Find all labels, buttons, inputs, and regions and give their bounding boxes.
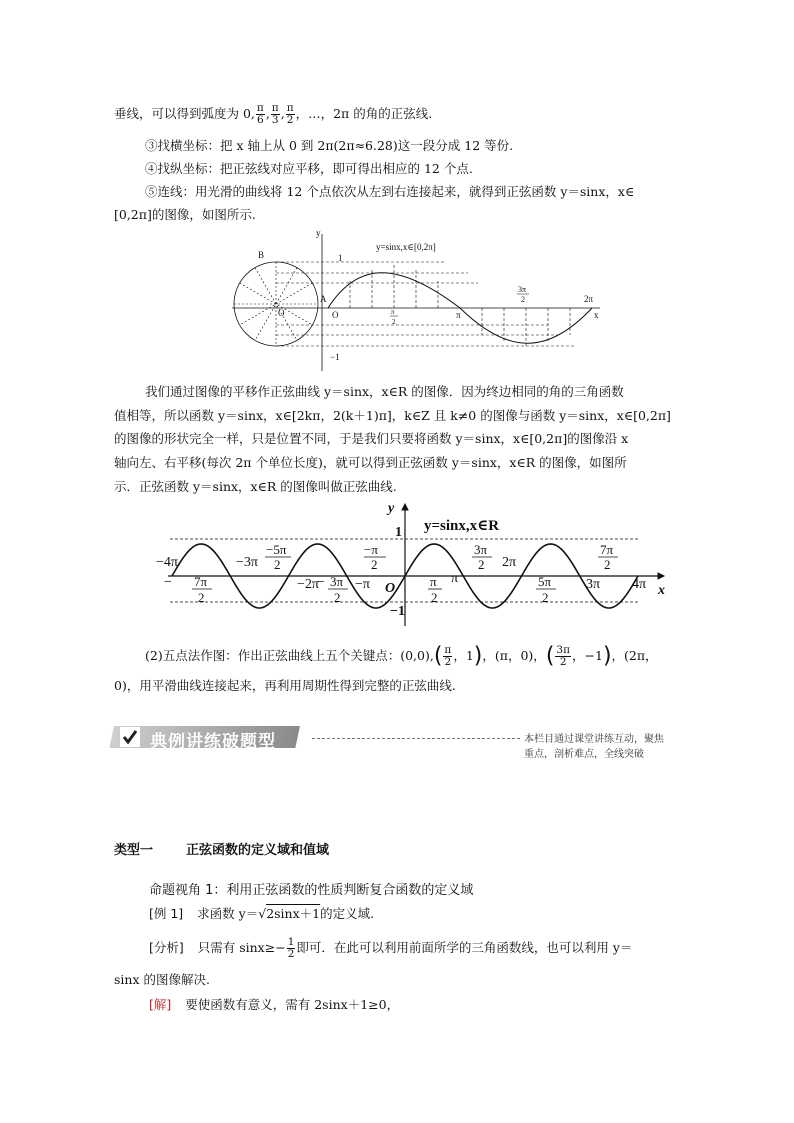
tick-3pi2-num: 3π — [474, 542, 488, 557]
y-axis-label: y — [316, 228, 321, 238]
y-tick-neg1: −1 — [330, 352, 340, 362]
tick-pi: π — [456, 310, 461, 320]
para-line-1: 垂线，可以得到弧度为 0, $\frac{\pi}{6}$ , $\frac{\pi}{3}$ , $\frac{\pi}{2}$ ，…，2π 的角的正弦线. — [114, 102, 433, 126]
tick-pi-2: π — [451, 571, 459, 586]
tick-neg3pi2-num: 3π — [330, 574, 344, 589]
figure-sine-R — [150, 502, 670, 630]
example-tag: [例 1] — [149, 906, 184, 921]
origin-label: O — [332, 310, 339, 320]
radicand: 2sinx＋1 — [266, 906, 321, 921]
origin-label-2: O — [385, 581, 396, 596]
banner-note: 本栏目通过课堂讲练互动，聚焦重点，剖析难点，全线突破 — [524, 734, 664, 760]
tick-7pi2-num: 7π — [600, 542, 614, 557]
tick-4pi-2: 4π — [632, 577, 647, 592]
frac-pi-3: $\frac{\pi}{3}$ — [271, 102, 279, 126]
tick-negpi2-den: 2 — [371, 557, 378, 572]
check-icon — [120, 727, 140, 747]
type1-label: 类型一 — [114, 843, 154, 858]
x-axis-label-2: x — [658, 583, 665, 598]
tick-pi-2-num: π — [391, 308, 395, 316]
step-5-line-2: [0,2π]的图像，如图所示. — [114, 207, 256, 222]
tick-pi-2-den: 2 — [392, 318, 396, 326]
tick-pi2-den: 2 — [431, 590, 438, 605]
x-axis-label: x — [594, 310, 599, 320]
figure-sine-0-2pi — [228, 226, 608, 376]
circle-center-label: O — [278, 308, 285, 318]
y-tick-1-2: 1 — [395, 525, 402, 540]
tick-neg3pi2-den: 2 — [334, 590, 341, 605]
example-1: [例 1] 求函数 y＝√2sinx＋1的定义域. — [149, 906, 375, 921]
neg-sign-3pi2: − — [317, 575, 325, 590]
figure1-title: y=sinx,x∈[0,2π] — [376, 242, 436, 252]
para-mid-5: 示．正弦函数 y＝sinx，x∈R 的图像叫做正弦曲线. — [114, 479, 397, 494]
tick-7pi2-den: 2 — [604, 557, 611, 572]
five-point-line-1: (2)五点法作图：作出正弦曲线上五个关键点：(0,0),( $\frac{\pi}{2}$ ，1)，(π，0)，( $\frac{3\pi}{2}$ ，−1)，(2π， — [145, 643, 658, 669]
analysis-tag: [分析] — [149, 940, 184, 955]
tick-3pi2-den: 2 — [478, 557, 485, 572]
tick-3pi-2-num: 3π — [518, 285, 527, 294]
step-5-line-1: ⑤连线：用光滑的曲线将 12 个点依次从左到右连接起来，就得到正弦函数 y＝sinx，x∈ — [145, 184, 635, 199]
tick-negpi: −π — [355, 577, 370, 592]
type1-title: 正弦函数的定义域和值域 — [186, 843, 330, 858]
tick-5pi2-num: 5π — [538, 574, 552, 589]
y-axis-label-2: y — [388, 502, 395, 516]
analysis-line-2: sinx 的图像解决. — [114, 972, 210, 987]
solution-tag: [解] — [149, 997, 172, 1012]
angle-1: 命题视角 1：利用正弦函数的性质判断复合函数的定义域 — [149, 883, 474, 898]
tick-neg3pi: −3π — [236, 555, 258, 570]
para-mid-4: 轴向左、右平移(每次 2π 个单位长度)，就可以得到正弦函数 y＝sinx，x∈R 的图像，如图所 — [114, 455, 627, 470]
point-B-label: B — [258, 250, 265, 260]
para-mid-3: 的图像的形状完全一样，只是位置不同，于是我们只要将函数 y＝sinx，x∈[0,2π]的图像沿 x — [114, 431, 629, 446]
frac-pi-2-point: $\frac{\pi}{2}$ — [444, 644, 452, 668]
frac-pi-6: $\frac{\pi}{6}$ — [256, 102, 264, 126]
banner-title: 典例讲练破题型 — [150, 732, 276, 752]
tick-neg7pi2-den: 2 — [198, 590, 205, 605]
step-3: ③找横坐标：把 x 轴上从 0 到 2π(2π≈6.28)这一段分成 12 等份. — [145, 138, 514, 153]
point-A-label: A — [320, 294, 327, 304]
section-banner — [114, 726, 672, 760]
tick-negpi2-num: −π — [364, 542, 378, 557]
tick-neg5pi2-num: −5π — [266, 542, 287, 557]
analysis-line-1: [分析] 只需有 sinx≥− $\frac{1}{2}$ 即可．在此可以利用前面所学的三角函数线，也可以利用 y＝ — [149, 936, 633, 960]
five-point-line-2: 0)，用平滑曲线连接起来，再利用周期性得到完整的正弦曲线. — [114, 678, 456, 693]
y-tick-1: 1 — [338, 253, 343, 263]
tick-neg4pi: −4π — [156, 555, 178, 570]
tick-2pi: 2π — [584, 294, 594, 304]
figure2-title: y=sinx,x∈R — [424, 518, 500, 534]
tick-neg5pi2-den: 2 — [274, 557, 281, 572]
tick-neg7pi2-num: 7π — [194, 574, 208, 589]
frac-3pi-2-point: $\frac{3\pi}{2}$ — [556, 644, 570, 668]
tick-3pi-2-den: 2 — [521, 295, 525, 304]
tick-neg2pi: −2π — [297, 577, 319, 592]
tick-3pi-2: 3π — [586, 577, 601, 592]
frac-pi-2: $\frac{\pi}{2}$ — [286, 102, 294, 126]
frac-1-2: $\frac{1}{2}$ — [287, 936, 295, 960]
solution-line: [解] 要使函数有意义，需有 2sinx＋1≥0， — [149, 997, 400, 1012]
tick-5pi2-den: 2 — [542, 590, 549, 605]
tick-pi2-num: π — [430, 574, 437, 589]
tick-2pi-2: 2π — [502, 555, 517, 570]
banner-divider — [312, 738, 520, 739]
neg-sign-7pi2: − — [164, 575, 172, 590]
para-mid-1: 我们通过图像的平移作正弦曲线 y＝sinx，x∈R 的图像．因为终边相同的角的三角函数 — [145, 384, 624, 399]
y-tick-neg1-2: −1 — [390, 604, 405, 619]
step-4: ④找纵坐标：把正弦线对应平移，即可得出相应的 12 个点. — [145, 161, 473, 176]
para-mid-2: 值相等，所以函数 y＝sinx，x∈[2kπ，2(k＋1)π]，k∈Z 且 k≠0 的图像与函数 y＝sinx，x∈[0,2π] — [114, 408, 671, 423]
